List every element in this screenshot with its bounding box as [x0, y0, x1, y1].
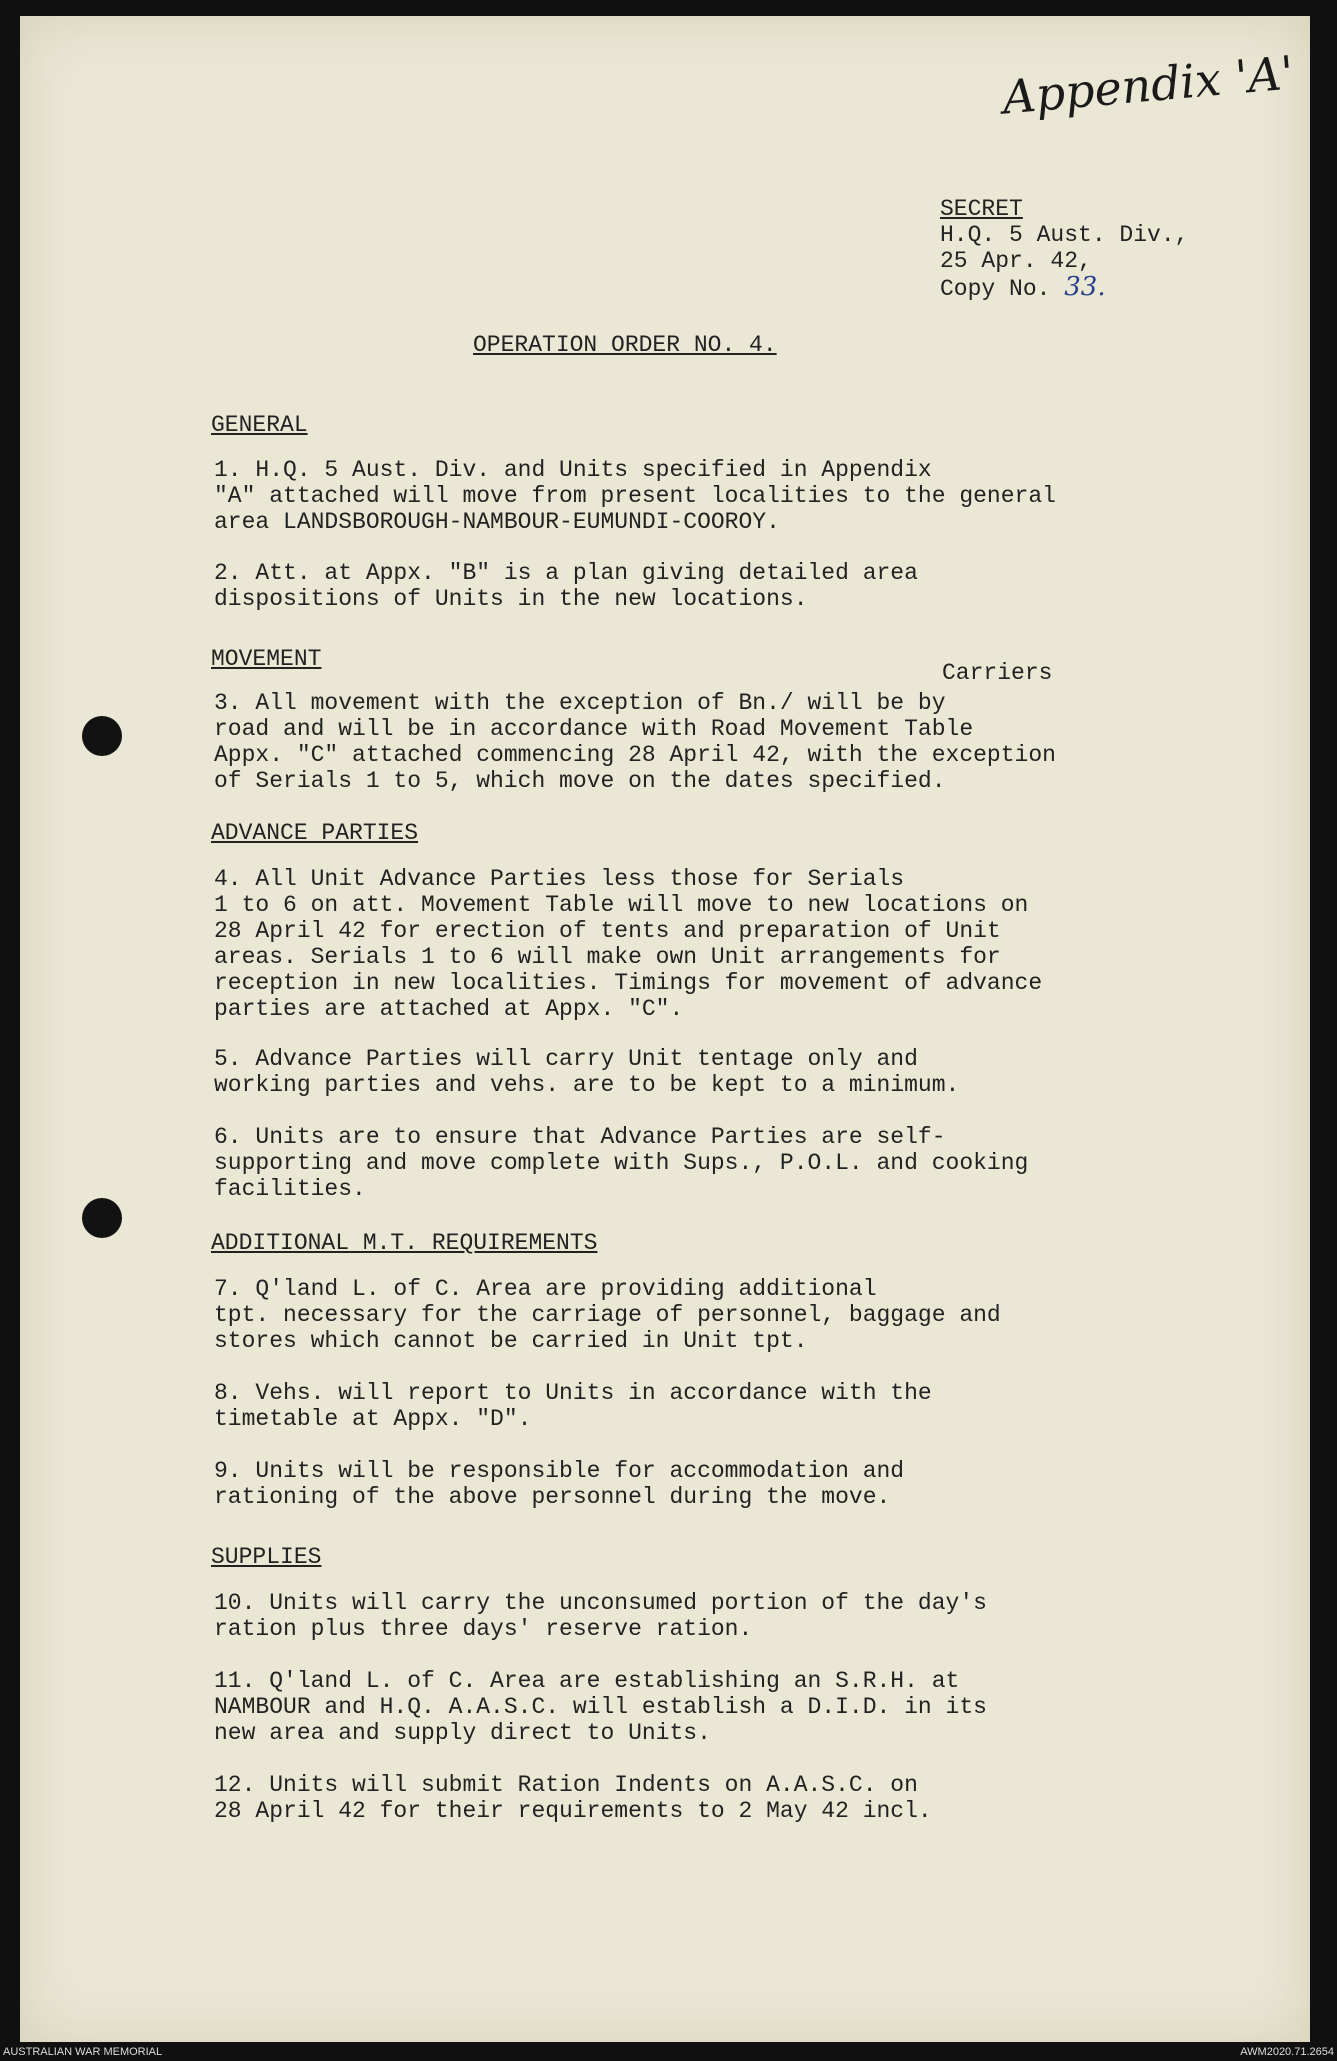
paragraph-1: 1. H.Q. 5 Aust. Div. and Units specified in Appendix "A" attached will move from present localities to the general area LANDSBOROUGH-NAMBOUR-EUMUNDI-COOROY.	[214, 457, 1056, 535]
section-movement: MOVEMENT	[211, 646, 322, 672]
section-advance-parties: ADVANCE PARTIES	[211, 820, 419, 846]
copy-number: 33.	[1064, 272, 1106, 302]
footer-credit: AUSTRALIAN WAR MEMORIAL	[3, 2046, 163, 2058]
paragraph-8: 8. Vehs. will report to Units in accordance with the timetable at Appx. "D".	[214, 1380, 932, 1432]
paragraph-3: 3. All movement with the exception of Bn./ will be by road and will be in accordance with Road Movement Table Appx. "C" attached commencing 28 April 42, with the exception of Serials 1 to 5, which move on the dates specified.	[214, 690, 1056, 794]
paragraph-11: 11. Q'land L. of C. Area are establishing an S.R.H. at NAMBOUR and H.Q. A.A.S.C. will establish a D.I.D. in its new area and supply direct to Units.	[214, 1668, 987, 1746]
section-mt-requirements: ADDITIONAL M.T. REQUIREMENTS	[211, 1230, 598, 1256]
handwritten-note: Appendix 'A'	[1000, 45, 1297, 125]
punch-hole	[82, 716, 122, 756]
copy-label: Copy No.	[940, 276, 1051, 302]
paragraph-4: 4. All Unit Advance Parties less those for Serials 1 to 6 on att. Movement Table will move to new locations on 28 April 42 for erection of tents and preparation of Unit areas. Serials 1 to 6 will make own Unit arrangements for reception in new localities. Timings for movement of advance parties are attached at Appx. "C".	[214, 866, 1043, 1022]
document-header	[940, 196, 1188, 302]
handwritten-insert: Carriers	[942, 660, 1053, 686]
punch-hole	[82, 1198, 122, 1238]
paragraph-2: 2. Att. at Appx. "B" is a plan giving detailed area dispositions of Units in the new locations.	[214, 560, 918, 612]
page-title: OPERATION ORDER NO. 4.	[473, 332, 777, 358]
paragraph-12: 12. Units will submit Ration Indents on A.A.S.C. on 28 April 42 for their requirements to 2 May 42 incl.	[214, 1772, 932, 1824]
paragraph-5: 5. Advance Parties will carry Unit tentage only and working parties and vehs. are to be kept to a minimum.	[214, 1046, 960, 1098]
section-general: GENERAL	[211, 412, 308, 438]
copy-line	[940, 274, 1188, 302]
paragraph-7: 7. Q'land L. of C. Area are providing additional tpt. necessary for the carriage of personnel, baggage and stores which cannot be carried in Unit tpt.	[214, 1276, 1001, 1354]
paragraph-10: 10. Units will carry the unconsumed portion of the day's ration plus three days' reserve ration.	[214, 1590, 987, 1642]
classification: SECRET	[940, 196, 1023, 222]
section-supplies: SUPPLIES	[211, 1544, 322, 1570]
header-line1: H.Q. 5 Aust. Div.,	[940, 222, 1189, 248]
header-line2: 25 Apr. 42,	[940, 248, 1092, 274]
footer-accession: AWM2020.71.2654	[1240, 2046, 1334, 2058]
paragraph-9: 9. Units will be responsible for accommodation and rationing of the above personnel during the move.	[214, 1458, 905, 1510]
paragraph-6: 6. Units are to ensure that Advance Parties are self- supporting and move complete with Sups., P.O.L. and cooking facilities.	[214, 1124, 1029, 1202]
